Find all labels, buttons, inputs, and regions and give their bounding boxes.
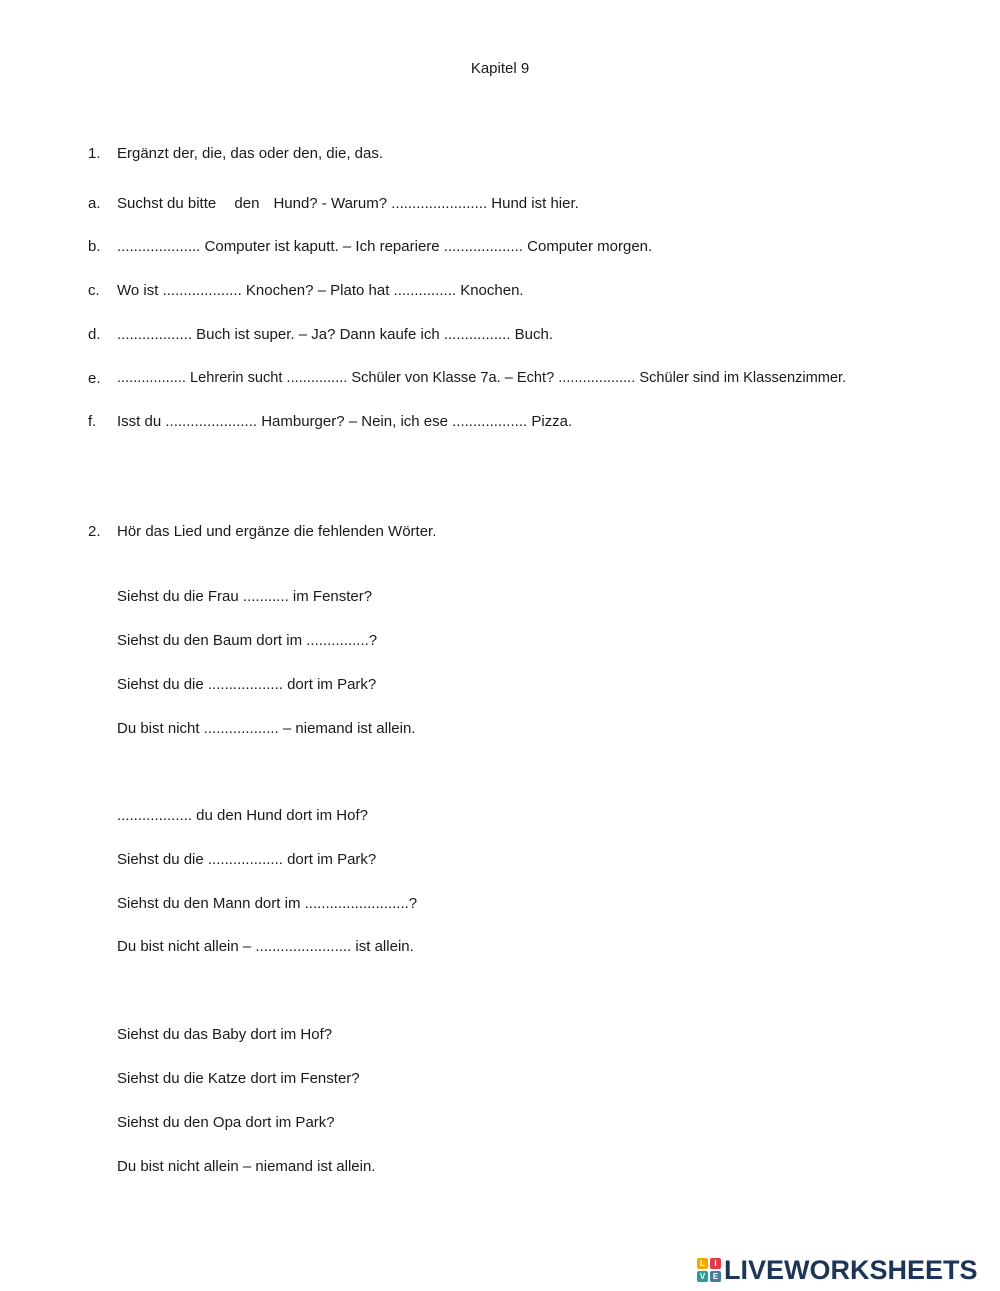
item-a-after: Hund? - Warum? ....................... Hund ist hier.	[273, 195, 579, 212]
logo-tile: E	[710, 1271, 721, 1282]
item-a-answer: den	[234, 195, 260, 212]
item-c-marker: c.	[88, 282, 100, 299]
item-a-marker: a.	[88, 195, 101, 212]
song-line: Siehst du den Baum dort im ...............?	[117, 632, 378, 649]
song-line: Du bist nicht allein – ....................... ist allein.	[117, 938, 414, 955]
item-c-sentence: Wo ist ................... Knochen? – Plato hat ............... Knochen.	[117, 282, 524, 299]
item-a-sentence	[117, 195, 579, 212]
brand-name: LIVEWORKSHEETS	[724, 1255, 978, 1285]
item-a-answer-field[interactable]	[220, 195, 273, 212]
logo-tile: V	[697, 1271, 708, 1282]
exercise-1-number: 1.	[88, 145, 101, 162]
song-line: .................. du den Hund dort im Hof?	[117, 807, 368, 824]
song-line: Siehst du die Frau ........... im Fenster?	[117, 588, 373, 605]
item-d-marker: d.	[88, 326, 101, 343]
item-b-marker: b.	[88, 238, 101, 255]
item-f-marker: f.	[88, 413, 97, 430]
item-e-marker: e.	[88, 370, 101, 387]
song-line: Siehst du die .................. dort im Park?	[117, 851, 377, 868]
logo-tile: L	[697, 1258, 708, 1269]
page-title: Kapitel 9	[470, 60, 530, 77]
logo-tile: I	[710, 1258, 721, 1269]
item-f-sentence: Isst du ...................... Hamburger? – Nein, ich ese .................. Pizza.	[117, 413, 573, 430]
exercise-2-instruction: Hör das Lied und ergänze die fehlenden Wörter.	[117, 523, 437, 540]
item-b-sentence: .................... Computer ist kaputt. – Ich repariere ................... Computer morgen.	[117, 238, 653, 255]
song-line: Siehst du den Opa dort im Park?	[117, 1114, 335, 1131]
song-line: Siehst du die .................. dort im Park?	[117, 676, 377, 693]
song-line: Siehst du das Baby dort im Hof?	[117, 1026, 333, 1043]
song-line: Du bist nicht allein – niemand ist allein.	[117, 1158, 376, 1175]
live-logo-icon	[697, 1258, 721, 1282]
exercise-2-number: 2.	[88, 523, 101, 540]
item-d-sentence: .................. Buch ist super. – Ja? Dann kaufe ich ................ Buch.	[117, 326, 554, 343]
item-e-sentence: ................. Lehrerin sucht ............... Schüler von Klasse 7a. – Echt? ................... Schüler sind im Klassenzimmer.	[117, 370, 847, 386]
song-line: Du bist nicht .................. – niemand ist allein.	[117, 720, 416, 737]
exercise-1-instruction: Ergänzt der, die, das oder den, die, das.	[117, 145, 384, 162]
song-line: Siehst du den Mann dort im .........................?	[117, 895, 418, 912]
liveworksheets-logo	[697, 1256, 978, 1284]
item-a-before: Suchst du bitte	[117, 195, 221, 212]
song-line: Siehst du die Katze dort im Fenster?	[117, 1070, 360, 1087]
